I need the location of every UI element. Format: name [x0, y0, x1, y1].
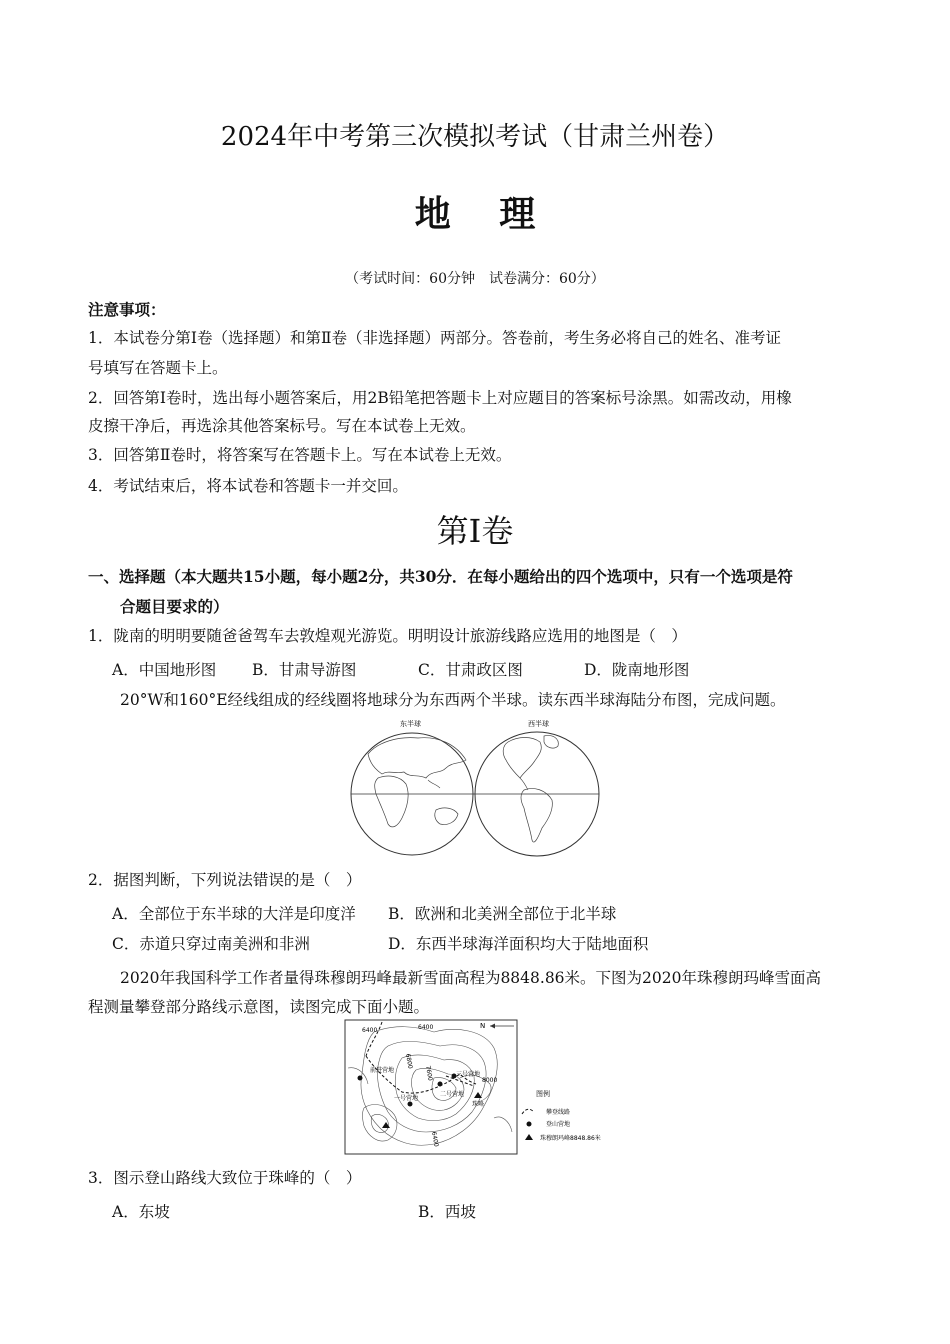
west-hemisphere-label: 西半球 [528, 720, 549, 728]
east-hemisphere-label: 东半球 [400, 720, 421, 728]
part1-heading: 一、选择题（本大题共15小题，每小题2分，共30分．在每小题给出的四个选项中，只有一个选项是符 [88, 567, 793, 586]
hemispheres-map [348, 714, 604, 860]
notice-item: 号填写在答题卡上。 [88, 359, 228, 377]
contour-label: 7600 [424, 1065, 434, 1082]
north-label: N [480, 1022, 486, 1030]
q1-option-c[interactable]: C．甘肃政区图 [418, 661, 523, 679]
summit-label: 珠峰 [472, 1101, 485, 1108]
q3-option-b[interactable]: B．西坡 [418, 1203, 476, 1221]
camp-label: 前进营地 [370, 1067, 395, 1074]
q2-option-b[interactable]: B．欧洲和北美洲全部位于北半球 [388, 905, 617, 923]
camp-marker [438, 1082, 443, 1087]
exam-title: 2024年中考第三次模拟考试（甘肃兰州卷） [220, 122, 730, 152]
camp-label: 三号营地 [456, 1071, 481, 1078]
camp-marker [408, 1102, 413, 1107]
legend-item: 攀登线路 [546, 1109, 571, 1116]
notice-item: 3．回答第Ⅱ卷时，将答案写在答题卡上。写在本试卷上无效。 [88, 446, 512, 464]
camp-label: 二号营地 [440, 1091, 465, 1098]
passage-2-cont: 程测量攀登部分路线示意图，读图完成下面小题。 [88, 998, 430, 1016]
question-2-stem: 2．据图判断，下列说法错误的是（ ） [88, 871, 362, 889]
q1-option-b[interactable]: B．甘肃导游图 [252, 661, 357, 679]
section-title: 第Ⅰ卷 [436, 512, 514, 550]
part1-heading-cont: 合题目要求的） [120, 597, 229, 616]
q2-option-c[interactable]: C．赤道只穿过南美洲和非洲 [112, 935, 310, 953]
q1-option-a[interactable]: A．中国地形图 [112, 661, 217, 679]
legend-title: 图例 [536, 1090, 550, 1098]
everest-route-map [344, 1018, 610, 1158]
contour-label: 6400 [430, 1131, 440, 1148]
q3-option-a[interactable]: A．东坡 [112, 1203, 170, 1221]
passage-1: 20°W和160°E经线组成的经线圈将地球分为东西两个半球。读东西半球海陆分布图，完成问题。 [120, 691, 786, 709]
contour-label: 6400 [418, 1024, 434, 1031]
notice-item: 皮擦干净后，再选涂其他答案标号。写在本试卷上无效。 [88, 417, 476, 435]
legend-item: 登山营地 [546, 1121, 571, 1128]
q2-option-d[interactable]: D．东西半球海洋面积均大于陆地面积 [388, 935, 649, 953]
notice-item: 1．本试卷分第Ⅰ卷（选择题）和第Ⅱ卷（非选择题）两部分。答卷前，考生务必将自己的姓名、准考证 [88, 329, 782, 347]
question-3-stem: 3．图示登山路线大致位于珠峰的（ ） [88, 1169, 362, 1187]
q1-option-d[interactable]: D．陇南地形图 [584, 661, 690, 679]
legend-peak-symbol [525, 1134, 533, 1140]
camp-label: 一号营地 [394, 1095, 419, 1102]
legend-route-symbol [522, 1109, 534, 1114]
legend-item: 珠穆朗玛峰8848.86米 [540, 1135, 601, 1142]
contour-label: 8000 [482, 1077, 498, 1084]
legend-camp-symbol [527, 1122, 532, 1127]
notice-heading: 注意事项： [88, 300, 166, 319]
contour-label: 6800 [404, 1053, 414, 1070]
q2-option-a[interactable]: A．全部位于东半球的大洋是印度洋 [112, 905, 356, 923]
notice-item: 2．回答第Ⅰ卷时，选出每小题答案后，用2B铅笔把答题卡上对应题目的答案标号涂黑。如需改动，用橡 [88, 389, 792, 407]
question-1-stem: 1．陇南的明明要随爸爸驾车去敦煌观光游览。明明设计旅游线路应选用的地图是（ ） [88, 627, 687, 645]
contour-label: 6400 [362, 1027, 378, 1034]
passage-2: 2020年我国科学工作者量得珠穆朗玛峰最新雪面高程为8848.86米。下图为2020年珠穆朗玛峰雪面高 [120, 969, 821, 987]
exam-info: （考试时间：60分钟 试卷满分：60分） [345, 271, 605, 287]
subject-title: 地 理 [414, 193, 554, 235]
camp-marker [358, 1076, 363, 1081]
notice-item: 4．考试结束后，将本试卷和答题卡一并交回。 [88, 477, 408, 495]
